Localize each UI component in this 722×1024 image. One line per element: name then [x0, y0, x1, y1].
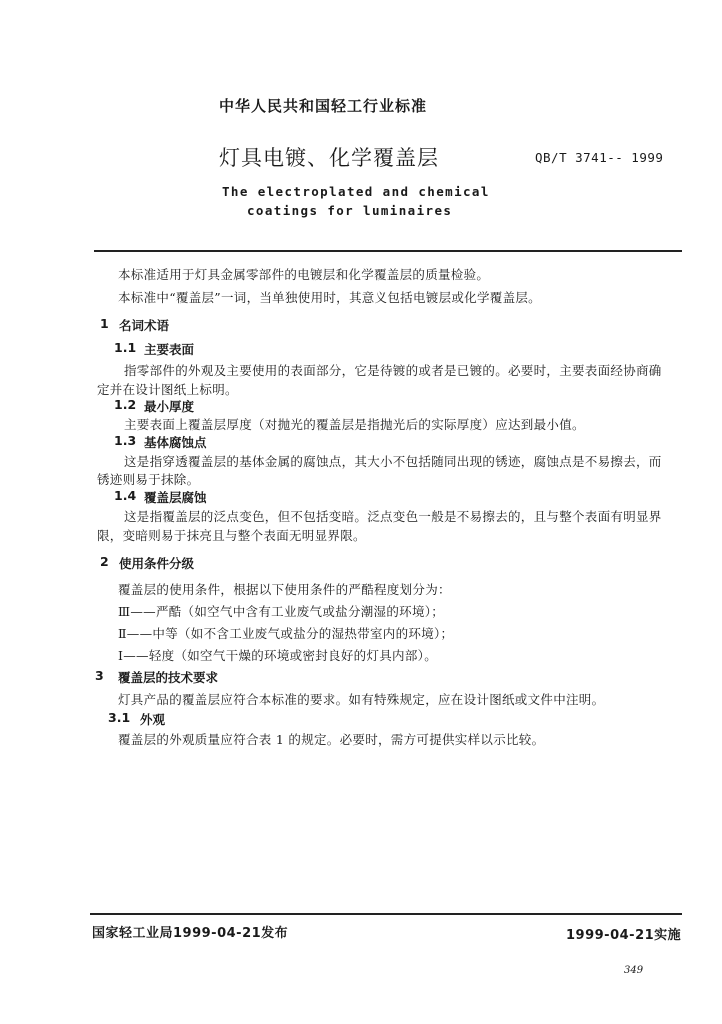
section-1-4-text-line1: 这是指覆盖层的泛点变色，但不包括变暗。泛点变色一般是不易擦去的，且与整个表面有明显界 — [124, 509, 662, 524]
section-2-intro: 覆盖层的使用条件，根据以下使用条件的严酷程度划分为： — [118, 582, 451, 597]
section-1-4-text-line2: 限，变暗则易于抹亮且与整个表面无明显界限。 — [97, 528, 366, 543]
section-2-number: 2 — [100, 554, 109, 569]
document-title-en-line2: coatings for luminaires — [247, 203, 453, 218]
header-divider — [94, 250, 682, 252]
section-1-1-text-line1: 指零部件的外观及主要使用的表面部分，它是待镀的或者是已镀的。必要时，主要表面经协商确 — [124, 363, 662, 378]
section-3-1-title: 外观 — [140, 712, 166, 727]
standard-category: 中华人民共和国轻工行业标准 — [219, 97, 428, 115]
section-1-4-number: 1.4 — [114, 488, 137, 503]
usage-class-item: Ⅲ——严酷（如空气中含有工业废气或盐分潮湿的环境）； — [118, 604, 445, 619]
intro-paragraph-2: 本标准中“覆盖层”一词，当单独使用时，其意义包括电镀层或化学覆盖层。 — [118, 290, 541, 305]
section-1-1-text-line2: 定并在设计图纸上标明。 — [97, 382, 238, 397]
document-title-en-line1: The electroplated and chemical — [222, 184, 490, 199]
section-3-1-number: 3.1 — [108, 710, 131, 725]
section-1-3-text-line2: 锈迹则易于抹除。 — [97, 472, 200, 487]
document-title-cn: 灯具电镀、化学覆盖层 — [219, 146, 439, 170]
page-number: 349 — [624, 965, 644, 976]
section-3-1-text-line1: 覆盖层的外观质量应符合表 1 的规定。必要时，需方可提供实样以示比较。 — [118, 732, 545, 747]
section-1-3-number: 1.3 — [114, 433, 137, 448]
section-3-intro: 灯具产品的覆盖层应符合本标准的要求。如有特殊规定，应在设计图纸或文件中注明。 — [118, 692, 605, 707]
section-2-title: 使用条件分级 — [119, 556, 195, 571]
standard-number: QB/T 3741-- 1999 — [535, 150, 664, 165]
usage-class-item: Ⅱ——中等（如不含工业废气或盐分的湿热带室内的环境）； — [118, 626, 454, 641]
section-1-2-title: 最小厚度 — [144, 399, 195, 414]
section-3-number: 3 — [95, 668, 104, 683]
section-1-4-title: 覆盖层腐蚀 — [144, 490, 207, 505]
section-1-title: 名词术语 — [119, 318, 170, 333]
usage-class-item: Ⅰ——轻度（如空气干燥的环境或密封良好的灯具内部）。 — [118, 648, 437, 663]
section-1-1-title: 主要表面 — [144, 342, 195, 357]
footer-divider — [90, 913, 682, 915]
section-1-2-number: 1.2 — [114, 397, 137, 412]
section-1-3-text-line1: 这是指穿透覆盖层的基体金属的腐蚀点，其大小不包括随同出现的锈迹，腐蚀点是不易擦去，而 — [124, 454, 662, 469]
implementation-date: 1999-04-21实施 — [566, 928, 682, 943]
section-1-number: 1 — [100, 316, 109, 331]
section-3-title: 覆盖层的技术要求 — [118, 670, 219, 685]
section-1-2-text-line1: 主要表面上覆盖层厚度（对抛光的覆盖层是指抛光后的实际厚度）应达到最小值。 — [124, 417, 585, 432]
intro-paragraph-1: 本标准适用于灯具金属零部件的电镀层和化学覆盖层的质量检验。 — [118, 267, 490, 282]
section-1-1-number: 1.1 — [114, 340, 137, 355]
issued-by: 国家轻工业局1999-04-21发布 — [92, 926, 289, 941]
section-1-3-title: 基体腐蚀点 — [144, 435, 207, 450]
